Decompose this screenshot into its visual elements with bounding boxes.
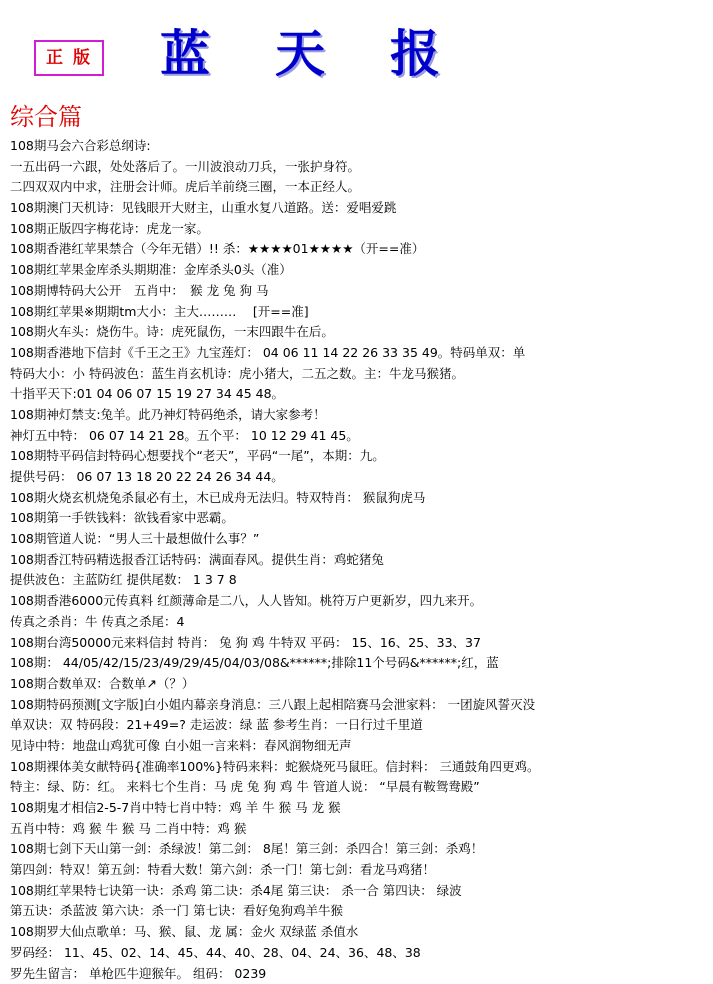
text-line: 108期七剑下天山第一剑：杀绿波！第二剑： 8尾！第三剑：杀四合！第三剑：杀鸡！: [10, 839, 710, 860]
text-line: 108期神灯禁支:兔羊。此乃神灯特码绝杀，请大家参考！: [10, 405, 710, 426]
text-line: 罗先生留言： 单枪匹牛迎猴年。 组码： 0239: [10, 964, 710, 984]
text-line: 108期香港红苹果禁合（今年无错）!! 杀：★★★★01★★★★（开==准）: [10, 239, 710, 260]
text-line: 108期管道人说：“男人三十最想做什么事？”: [10, 529, 710, 550]
text-line: 108期特码预测[文字版]白小姐内幕亲身消息：三八跟上起相陪赛马会泄家料： 一团旋风誓灭没: [10, 695, 710, 716]
masthead-char: 天: [270, 24, 330, 84]
text-line: 108期火车头：烧伤牛。诗：虎死鼠伤，一末四跟牛在后。: [10, 322, 710, 343]
text-line: 提供号码： 06 07 13 18 20 22 24 26 34 44。: [10, 467, 710, 488]
text-line: 特主：绿、防：红。 来料七个生肖：马 虎 兔 狗 鸡 牛 管道人说： “早晨有鞍鸳鸯殿”: [10, 777, 710, 798]
text-line: 108期火烧玄机烧兔杀鼠必有土，木已成舟无法归。特双特肖： 猴鼠狗虎马: [10, 488, 710, 509]
text-line: 108期特平码信封特码心想要找个“老天”，平码“一尾”，本期：九。: [10, 446, 710, 467]
edition-badge: 正 版: [34, 40, 104, 76]
text-line: 罗码经： 11、45、02、14、45、44、40、28、04、24、36、48、38: [10, 943, 710, 964]
text-line: 二四双双内中求，注册会计师。虎后羊前绕三圈，一本正经人。: [10, 177, 710, 198]
text-line: 108期合数单双：合数单↗（？）: [10, 674, 710, 695]
text-line: 特码大小：小 特码波色：蓝生肖玄机诗：虎小猪大，二五之数。主：牛龙马猴猪。: [10, 364, 710, 385]
text-line: 一五出码一六跟，处处落后了。一川波浪动刀兵，一张护身符。: [10, 157, 710, 178]
text-line: 见诗中特：地盘山鸡犹可像 白小姐一言来料：春风润物细无声: [10, 736, 710, 757]
text-line: 108期红苹果※期期tm大小：主大……… [开==准]: [10, 302, 710, 323]
text-line: 108期正版四字梅花诗：虎龙一家。: [10, 219, 710, 240]
text-line: 108期香港6000元传真料 红颜薄命是二八，人人皆知。桃符万户更新岁，四九来开。: [10, 591, 710, 612]
text-line: 108期澳门天机诗：见钱眼开大财主，山重水复八道路。送：爱唱爱跳: [10, 198, 710, 219]
text-line: 108期香江特码精选报香江话特码：满面春风。提供生肖：鸡蛇猪兔: [10, 550, 710, 571]
text-line: 十指平天下:01 04 06 07 15 19 27 34 45 48。: [10, 384, 710, 405]
text-line: 提供波色：主蓝防红 提供尾数： 1 3 7 8: [10, 570, 710, 591]
text-line: 108期罗大仙点歌单：马、猴、鼠、龙 属：金火 双绿蓝 杀值水: [10, 922, 710, 943]
text-line: 108期红苹果金库杀头期期准：金库杀头0头（准）: [10, 260, 710, 281]
text-line: 108期鬼才相信2-5-7肖中特七肖中特：鸡 羊 牛 猴 马 龙 猴: [10, 798, 710, 819]
text-line: 108期马会六合彩总纲诗:: [10, 136, 710, 157]
masthead-char: 报: [385, 24, 445, 84]
text-line: 108期台湾50000元来料信封 特肖： 兔 狗 鸡 牛特双 平码： 15、16、25、33、37: [10, 633, 710, 654]
masthead-title: [155, 24, 445, 84]
masthead-char: 蓝: [155, 24, 215, 84]
text-line: 108期： 44/05/42/15/23/49/29/45/04/03/08&******;排除11个号码&******;红，蓝: [10, 653, 710, 674]
text-line: 神灯五中特： 06 07 14 21 28。五个平： 10 12 29 41 45。: [10, 426, 710, 447]
text-line: 五肖中特：鸡 猴 牛 猴 马 二肖中特：鸡 猴: [10, 819, 710, 840]
text-line: 第五诀：杀蓝波 第六诀：杀一门 第七诀：看好兔狗鸡羊牛猴: [10, 901, 710, 922]
text-line: 108期香港地下信封《千王之王》九宝莲灯： 04 06 11 14 22 26 33 35 49。特码单双：单: [10, 343, 710, 364]
text-line: 传真之杀肖：牛 传真之杀尾：4: [10, 612, 710, 633]
text-lines: [10, 136, 710, 984]
section-title: 综合篇: [10, 100, 82, 134]
text-line: 单双诀：双 特码段：21+49=? 走运波：绿 蓝 参考生肖：一日行过千里道: [10, 715, 710, 736]
text-line: 108期博特码大公开 五肖中： 猴 龙 兔 狗 马: [10, 281, 710, 302]
text-line: 108期第一手铁钱料：欲钱看家中恶霸。: [10, 508, 710, 529]
text-line: 第四剑：特双！第五剑：特看大数！第六剑：杀一门！第七剑：看龙马鸡猪！: [10, 860, 710, 881]
text-line: 108期裸体美女献特码{准确率100%}特码来料：蛇猴烧死马鼠旺。信封料： 三通鼓角四更鸡。: [10, 757, 710, 778]
text-line: 108期红苹果特七诀第一诀：杀鸡 第二诀：杀4尾 第三诀： 杀一合 第四诀： 绿波: [10, 881, 710, 902]
